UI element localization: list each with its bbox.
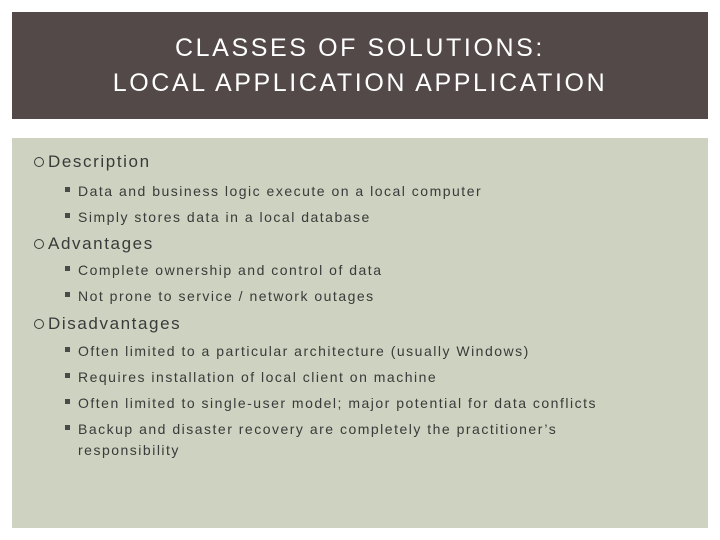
content-area xyxy=(12,138,708,528)
list-item xyxy=(65,181,685,202)
list-item xyxy=(65,207,685,228)
section-disadvantages xyxy=(34,314,181,334)
list-item xyxy=(65,419,625,461)
circle-bullet-icon xyxy=(34,239,44,249)
square-bullet-icon xyxy=(65,292,70,297)
list-item-text: Backup and disaster recovery are completely the practitioner’s responsibility xyxy=(78,421,558,458)
section-description xyxy=(34,152,151,172)
list-item-text: Requires installation of local client on machine xyxy=(78,369,438,385)
title-bar xyxy=(12,12,708,119)
slide-title-line-2: LOCAL APPLICATION APPLICATION xyxy=(112,68,608,97)
list-item-text: Complete ownership and control of data xyxy=(78,262,383,278)
list-item xyxy=(65,393,685,414)
list-item xyxy=(65,341,685,362)
section-advantages xyxy=(34,234,154,254)
circle-bullet-icon xyxy=(34,319,44,329)
list-item-text: Often limited to a particular architecture (usually Windows) xyxy=(78,343,530,359)
section-label: Advantages xyxy=(48,234,154,253)
section-label: Description xyxy=(48,152,151,171)
list-item xyxy=(65,286,685,307)
list-item-text: Simply stores data in a local database xyxy=(78,209,371,225)
list-item xyxy=(65,367,685,388)
section-label: Disadvantages xyxy=(48,314,182,333)
square-bullet-icon xyxy=(65,266,70,271)
square-bullet-icon xyxy=(65,399,70,404)
square-bullet-icon xyxy=(65,347,70,352)
list-item xyxy=(65,260,685,281)
square-bullet-icon xyxy=(65,425,70,430)
square-bullet-icon xyxy=(65,213,70,218)
list-item-text: Often limited to single-user model; major potential for data conflicts xyxy=(78,395,597,411)
list-item-text: Data and business logic execute on a local computer xyxy=(78,183,483,199)
list-item-text: Not prone to service / network outages xyxy=(78,288,375,304)
slide-title-line-1: CLASSES OF SOLUTIONS: xyxy=(175,33,545,62)
square-bullet-icon xyxy=(65,187,70,192)
square-bullet-icon xyxy=(65,373,70,378)
circle-bullet-icon xyxy=(34,157,44,167)
slide xyxy=(12,12,708,528)
